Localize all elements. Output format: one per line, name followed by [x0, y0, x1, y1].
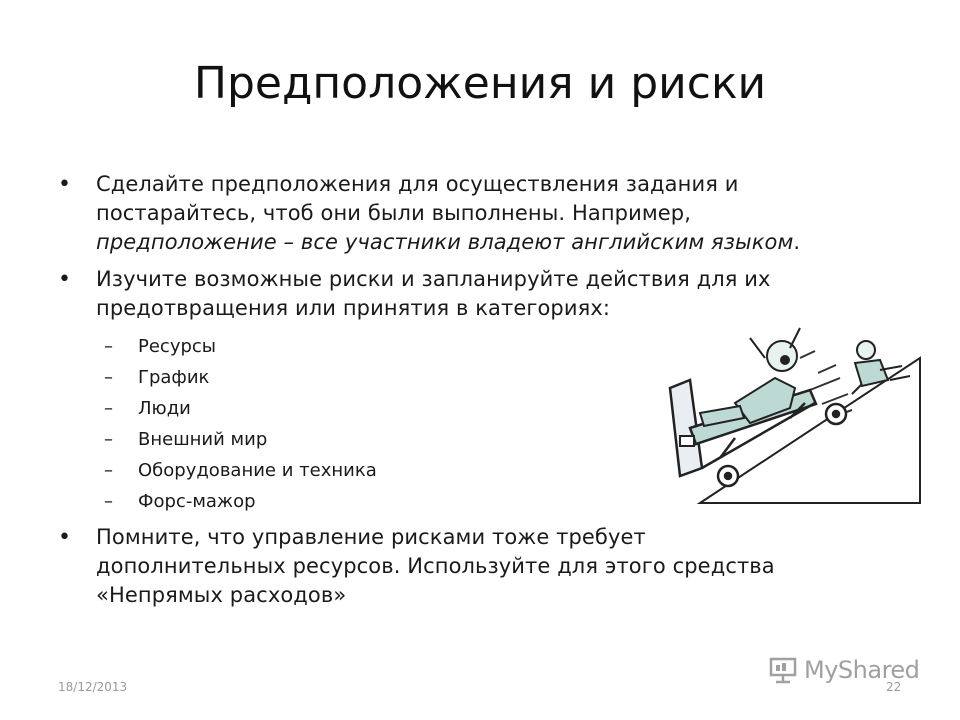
category-dash: –	[104, 429, 113, 450]
myshared-logo	[768, 656, 919, 684]
category-label: Оборудование и техника	[138, 460, 377, 481]
bullet-text-line: постарайтесь, чтоб они были выполнены. Например,	[96, 201, 691, 225]
bullet-text-line: «Непрямых расходов»	[96, 583, 347, 607]
bullet-dot: •	[58, 267, 72, 292]
category-dash: –	[104, 460, 113, 481]
bullet-dot: •	[58, 172, 72, 197]
category-dash: –	[104, 491, 113, 512]
footer-date: 18/12/2013	[58, 680, 128, 694]
bullet-overhead	[58, 523, 858, 610]
category-label: Внешний мир	[138, 429, 268, 450]
bullet-text-line: предотвращения или принятия в категориях:	[96, 296, 611, 320]
presentation-board-icon	[768, 656, 798, 684]
bullet-text-line: Изучите возможные риски и запланируйте действия для их	[96, 267, 771, 291]
bullet-text-line: дополнительных ресурсов. Используйте для этого средства	[96, 554, 775, 578]
bullet-text-line: Помните, что управление рисками тоже требует	[96, 525, 646, 549]
logo-text: MyShared	[804, 656, 920, 684]
bullet-italic-example: предположение – все участники владеют английским языком	[96, 230, 794, 254]
bullet-text-line: Сделайте предположения для осуществления задания и	[96, 172, 739, 196]
category-label: Ресурсы	[138, 336, 217, 357]
bullet-text-end: .	[793, 230, 801, 254]
category-label: Форс-мажор	[138, 491, 256, 512]
slide-number: 22	[886, 680, 902, 694]
runaway-bed-illustration	[640, 318, 930, 508]
category-dash: –	[104, 336, 113, 357]
bullet-dot: •	[58, 525, 72, 550]
slide-title: Предположения и риски	[193, 58, 767, 109]
category-dash: –	[104, 367, 113, 388]
bullet-assumptions	[58, 170, 858, 257]
category-label: Люди	[138, 398, 191, 419]
category-label: График	[138, 367, 210, 388]
category-dash: –	[104, 398, 113, 419]
bed-box	[680, 436, 694, 446]
bullet-risks	[58, 265, 858, 323]
